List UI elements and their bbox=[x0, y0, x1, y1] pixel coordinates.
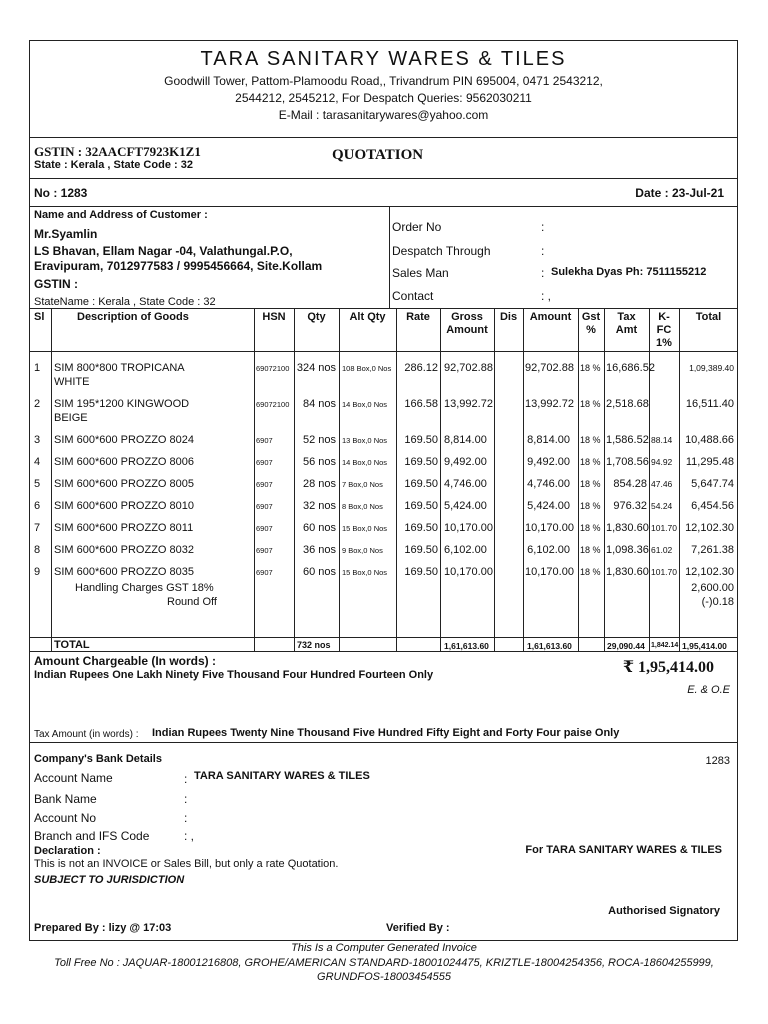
row-4-alt: 14 Box,0 Nos bbox=[342, 458, 388, 467]
row-1-sl: 1 bbox=[34, 362, 41, 374]
col-header-kfc: K- bbox=[658, 311, 670, 323]
document-frame bbox=[29, 40, 738, 941]
row-8-sl: 8 bbox=[34, 544, 41, 556]
branch-label: Branch and IFS Code bbox=[34, 829, 150, 843]
row-5-alt: 7 Box,0 Nos bbox=[342, 480, 383, 489]
row-7-gross: 10,170.00 bbox=[444, 522, 493, 534]
row-7-alt: 15 Box,0 Nos bbox=[342, 524, 388, 533]
col-header-qty: Qty bbox=[307, 311, 326, 323]
row-7-gst: 18 % bbox=[580, 523, 601, 533]
verified-by: Verified By : bbox=[386, 922, 450, 934]
row-9-total: 12,102.30 bbox=[685, 566, 734, 578]
row-4-desc1: SIM 600*600 PROZZO 8006 bbox=[54, 456, 195, 468]
row-9-alt: 15 Box,0 Nos bbox=[342, 568, 388, 577]
row-2-amount: 13,992.72 bbox=[525, 398, 574, 410]
row-2-rate: 166.58 bbox=[404, 398, 438, 410]
col-header-sl: Sl bbox=[34, 311, 45, 323]
row-1-gst: 18 % bbox=[580, 363, 601, 373]
row-9-rate: 169.50 bbox=[404, 566, 438, 578]
row-2-desc2: BEIGE bbox=[54, 412, 88, 424]
row-2-alt: 14 Box,0 Nos bbox=[342, 400, 388, 409]
row-4-amount: 9,492.00 bbox=[527, 456, 570, 468]
row-8-total: 7,261.38 bbox=[691, 544, 734, 556]
col-header-hsn: HSN bbox=[262, 311, 286, 323]
customer-state: StateName : Kerala , State Code : 32 bbox=[34, 296, 216, 308]
row-6-qty: 32 nos bbox=[302, 500, 336, 512]
row-1-desc1: SIM 800*800 TROPICANA bbox=[54, 362, 185, 374]
handling-label: Handling Charges GST 18% bbox=[75, 582, 214, 594]
row-5-total: 5,647.74 bbox=[691, 478, 734, 490]
total-qty: 732 nos bbox=[297, 640, 331, 650]
row-4-gross: 9,492.00 bbox=[444, 456, 487, 468]
row-1-qty: 324 nos bbox=[296, 362, 336, 374]
row-7-kfc: 101.70 bbox=[651, 523, 677, 533]
row-2-qty: 84 nos bbox=[302, 398, 336, 410]
account-name-label: Account Name bbox=[34, 771, 113, 785]
account-name-colon: : bbox=[184, 772, 188, 786]
row-1-total: 1,09,389.40 bbox=[689, 363, 734, 373]
quotation-date: Date : 23-Jul-21 bbox=[635, 186, 724, 200]
row-6-gross: 5,424.00 bbox=[444, 500, 487, 512]
col-header-gross-2: Amount bbox=[446, 324, 488, 336]
salesman-label: Sales Man bbox=[392, 266, 449, 280]
col-header-kfc-2: FC bbox=[656, 324, 672, 336]
customer-heading: Name and Address of Customer : bbox=[34, 209, 208, 221]
row-7-rate: 169.50 bbox=[404, 522, 438, 534]
row-3-total: 10,488.66 bbox=[685, 434, 734, 446]
company-address-line2: 2544212, 2545212, For Despatch Queries: 9562030211 bbox=[235, 91, 532, 105]
row-2-tax: 2,518.68 bbox=[606, 398, 649, 410]
col-header-kfc-3: 1% bbox=[656, 337, 672, 349]
roundoff-label: Round Off bbox=[167, 596, 217, 608]
row-6-hsn: 6907 bbox=[256, 502, 273, 511]
row-3-desc1: SIM 600*600 PROZZO 8024 bbox=[54, 434, 195, 446]
row-1-amount: 92,702.88 bbox=[525, 362, 574, 374]
col-header-desc: Description of Goods bbox=[77, 311, 189, 323]
row-8-desc1: SIM 600*600 PROZZO 8032 bbox=[54, 544, 195, 556]
account-name-value: TARA SANITARY WARES & TILES bbox=[194, 770, 370, 782]
row-3-sl: 3 bbox=[34, 434, 41, 446]
quotation-number: No : 1283 bbox=[34, 186, 88, 200]
company-state: State : Kerala , State Code : 32 bbox=[34, 159, 193, 171]
row-3-tax: 1,586.52 bbox=[606, 434, 649, 446]
bank-name-colon: : bbox=[184, 792, 188, 806]
row-1-desc2: WHITE bbox=[54, 376, 90, 388]
row-6-total: 6,454.56 bbox=[691, 500, 734, 512]
row-5-gst: 18 % bbox=[580, 479, 601, 489]
row-2-hsn: 69072100 bbox=[256, 400, 290, 409]
total-tax: 29,090.44 bbox=[607, 641, 645, 651]
row-4-gst: 18 % bbox=[580, 457, 601, 467]
jurisdiction: SUBJECT TO JURISDICTION bbox=[34, 874, 185, 886]
document-title: QUOTATION bbox=[332, 147, 424, 163]
row-4-kfc: 94.92 bbox=[651, 457, 673, 467]
row-2-sl: 2 bbox=[34, 398, 41, 410]
col-header-total: Total bbox=[695, 311, 722, 323]
grand-total: ₹ 1,95,414.00 bbox=[622, 659, 714, 676]
col-header-tax: Tax bbox=[617, 311, 636, 323]
row-2-desc1: SIM 195*1200 KINGWOOD bbox=[54, 398, 190, 410]
row-4-total: 11,295.48 bbox=[685, 456, 734, 468]
row-3-rate: 169.50 bbox=[404, 434, 438, 446]
row-6-kfc: 54.24 bbox=[651, 501, 673, 511]
company-gstin: GSTIN : 32AACFT7923K1Z1 bbox=[34, 144, 201, 159]
row-1-tax: 16,686.52 bbox=[606, 362, 655, 374]
row-7-amount: 10,170.00 bbox=[525, 522, 574, 534]
row-2-gst: 18 % bbox=[580, 399, 601, 409]
amount-words: Indian Rupees One Lakh Ninety Five Thousand Four Hundred Fourteen Only bbox=[34, 669, 434, 681]
declaration-label: Declaration : bbox=[34, 845, 101, 857]
row-3-qty: 52 nos bbox=[302, 434, 336, 446]
tax-words: Indian Rupees Twenty Nine Thousand Five Hundred Fifty Eight and Forty Four paise Only bbox=[152, 727, 620, 739]
row-6-gst: 18 % bbox=[580, 501, 601, 511]
row-5-desc1: SIM 600*600 PROZZO 8005 bbox=[54, 478, 195, 490]
row-1-rate: 286.12 bbox=[404, 362, 438, 374]
row-4-sl: 4 bbox=[34, 456, 41, 468]
row-8-gst: 18 % bbox=[580, 545, 601, 555]
total-label: TOTAL bbox=[54, 639, 90, 651]
computer-generated-note: This Is a Computer Generated Invoice bbox=[291, 942, 477, 954]
roundoff-value: (-)0.18 bbox=[701, 596, 734, 608]
row-7-qty: 60 nos bbox=[302, 522, 336, 534]
bank-ref: 1283 bbox=[705, 755, 730, 767]
prepared-by: Prepared By : lizy @ 17:03 bbox=[34, 922, 172, 934]
col-header-amount: Amount bbox=[529, 311, 572, 323]
handling-value: 2,600.00 bbox=[691, 582, 734, 594]
row-9-amount: 10,170.00 bbox=[525, 566, 574, 578]
row-9-qty: 60 nos bbox=[302, 566, 336, 578]
company-name: TARA SANITARY WARES & TILES bbox=[200, 48, 567, 70]
account-no-label: Account No bbox=[34, 811, 97, 825]
despatch-label: Despatch Through bbox=[392, 244, 491, 258]
authorised-signatory: Authorised Signatory bbox=[608, 905, 720, 917]
customer-gstin: GSTIN : bbox=[34, 277, 78, 291]
col-header-gst: Gst bbox=[581, 311, 601, 323]
salesman-colon: : bbox=[541, 266, 545, 280]
bank-name-label: Bank Name bbox=[34, 792, 97, 806]
row-8-kfc: 61.02 bbox=[651, 545, 673, 555]
customer-address1: LS Bhavan, Ellam Nagar -04, Valathungal.P.O, bbox=[34, 244, 293, 258]
total-kfc: 1,842.14 bbox=[651, 642, 679, 649]
row-5-hsn: 6907 bbox=[256, 480, 273, 489]
salesman-value: Sulekha Dyas Ph: 7511155212 bbox=[551, 266, 707, 278]
total-gross: 1,61,613.60 bbox=[444, 641, 489, 651]
row-4-hsn: 6907 bbox=[256, 458, 273, 467]
row-4-qty: 56 nos bbox=[302, 456, 336, 468]
row-8-alt: 9 Box,0 Nos bbox=[342, 546, 383, 555]
row-8-tax: 1,098.36 bbox=[606, 544, 649, 556]
row-7-total: 12,102.30 bbox=[685, 522, 734, 534]
tax-words-label: Tax Amount (in words) : bbox=[34, 729, 139, 740]
row-9-gross: 10,170.00 bbox=[444, 566, 493, 578]
row-6-desc1: SIM 600*600 PROZZO 8010 bbox=[54, 500, 195, 512]
row-4-rate: 169.50 bbox=[404, 456, 438, 468]
row-8-hsn: 6907 bbox=[256, 546, 273, 555]
row-5-sl: 5 bbox=[34, 478, 41, 490]
row-3-hsn: 6907 bbox=[256, 436, 273, 445]
eoe: E. & O.E bbox=[687, 684, 730, 696]
col-header-gst-2: % bbox=[586, 324, 596, 336]
account-no-colon: : bbox=[184, 811, 188, 825]
col-header-gross: Gross bbox=[451, 311, 483, 323]
row-9-kfc: 101.70 bbox=[651, 567, 677, 577]
total-amount: 1,61,613.60 bbox=[527, 641, 572, 651]
col-header-rate: Rate bbox=[406, 311, 430, 323]
row-2-total: 16,511.40 bbox=[685, 398, 734, 410]
toll-free-line1: Toll Free No : JAQUAR-18001216808, GROHE/AMERICAN STANDARD-18001024475, KRIZTLE-18004254356, ROCA-18604255999, bbox=[54, 957, 714, 969]
col-header-dis: Dis bbox=[499, 311, 518, 323]
company-address-line1: Goodwill Tower, Pattom-Plamoodu Road,, Trivandrum PIN 695004, 0471 2543212, bbox=[164, 74, 603, 88]
row-3-amount: 8,814.00 bbox=[527, 434, 570, 446]
order-no-value: : bbox=[541, 220, 545, 234]
row-5-qty: 28 nos bbox=[302, 478, 336, 490]
company-email: E-Mail : tarasanitarywares@yahoo.com bbox=[278, 108, 489, 122]
for-company: For TARA SANITARY WARES & TILES bbox=[525, 844, 722, 856]
contact-value: : , bbox=[541, 289, 552, 303]
bank-heading: Company's Bank Details bbox=[34, 753, 162, 765]
customer-name: Mr.Syamlin bbox=[34, 227, 98, 241]
row-1-gross: 92,702.88 bbox=[444, 362, 493, 374]
row-5-amount: 4,746.00 bbox=[527, 478, 570, 490]
row-9-tax: 1,830.60 bbox=[606, 566, 649, 578]
row-5-rate: 169.50 bbox=[404, 478, 438, 490]
row-3-alt: 13 Box,0 Nos bbox=[342, 436, 388, 445]
row-5-kfc: 47.46 bbox=[651, 479, 673, 489]
row-4-tax: 1,708.56 bbox=[606, 456, 649, 468]
row-8-gross: 6,102.00 bbox=[444, 544, 487, 556]
col-header-tax-2: Amt bbox=[615, 324, 638, 336]
row-9-sl: 9 bbox=[34, 566, 41, 578]
despatch-value: : bbox=[541, 244, 545, 258]
row-6-tax: 976.32 bbox=[613, 500, 647, 512]
row-9-gst: 18 % bbox=[580, 567, 601, 577]
row-9-desc1: SIM 600*600 PROZZO 8035 bbox=[54, 566, 195, 578]
row-6-alt: 8 Box,0 Nos bbox=[342, 502, 383, 511]
contact-label: Contact bbox=[392, 289, 434, 303]
row-9-hsn: 6907 bbox=[256, 568, 273, 577]
row-5-tax: 854.28 bbox=[613, 478, 647, 490]
row-8-rate: 169.50 bbox=[404, 544, 438, 556]
row-1-alt: 108 Box,0 Nos bbox=[342, 364, 392, 373]
branch-value: : , bbox=[184, 829, 195, 843]
row-8-amount: 6,102.00 bbox=[527, 544, 570, 556]
row-5-gross: 4,746.00 bbox=[444, 478, 487, 490]
row-6-sl: 6 bbox=[34, 500, 41, 512]
row-3-gross: 8,814.00 bbox=[444, 434, 487, 446]
amount-words-label: Amount Chargeable (In words) : bbox=[34, 654, 217, 668]
row-7-desc1: SIM 600*600 PROZZO 8011 bbox=[54, 522, 194, 534]
total-grand: 1,95,414.00 bbox=[682, 641, 727, 651]
row-7-sl: 7 bbox=[34, 522, 41, 534]
row-8-qty: 36 nos bbox=[302, 544, 336, 556]
toll-free-line2: GRUNDFOS-18003454555 bbox=[317, 971, 451, 983]
row-3-gst: 18 % bbox=[580, 435, 601, 445]
row-1-hsn: 69072100 bbox=[256, 364, 290, 373]
row-6-rate: 169.50 bbox=[404, 500, 438, 512]
customer-address2: Eravipuram, 7012977583 / 9995456664, Site.Kollam bbox=[34, 259, 323, 273]
row-3-kfc: 88.14 bbox=[651, 435, 673, 445]
row-2-gross: 13,992.72 bbox=[444, 398, 493, 410]
declaration-text: This is not an INVOICE or Sales Bill, but only a rate Quotation. bbox=[34, 858, 339, 870]
row-7-tax: 1,830.60 bbox=[606, 522, 649, 534]
row-7-hsn: 6907 bbox=[256, 524, 273, 533]
row-6-amount: 5,424.00 bbox=[527, 500, 570, 512]
order-no-label: Order No bbox=[392, 220, 442, 234]
col-header-altqty: Alt Qty bbox=[349, 311, 386, 323]
